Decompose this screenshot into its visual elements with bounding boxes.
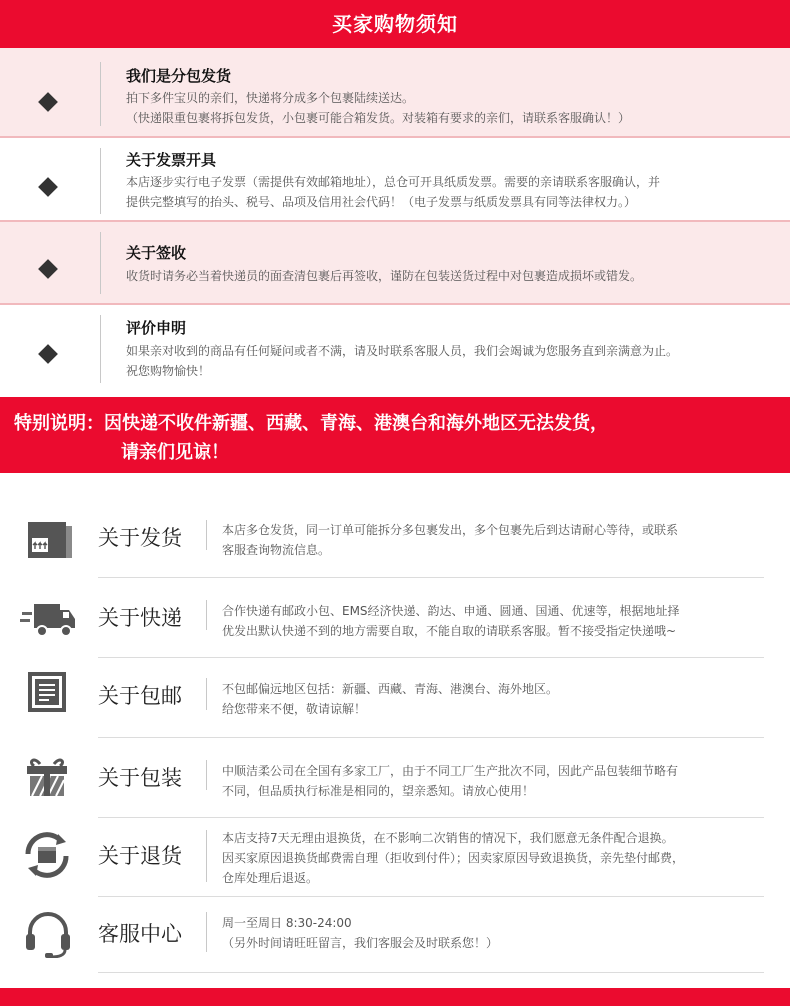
headset-icon [20,908,76,958]
diamond-bullet-icon [38,92,58,112]
notice-title: 关于发票开具 [126,151,217,169]
row-line: （另外时间请旺旺留言，我们客服会及时联系您！） [222,936,499,950]
notice-line: （快递限重包裹将拆包发货，小包裹可能合箱发货。对装箱有要求的亲们，请联系客服确认！） [126,111,631,125]
row-line: 因买家原因退换货邮费需自理（拒收到付件）；因卖家原因导致退换货，亲先垫付邮费， [222,851,685,865]
notice-line: 祝您购物愉快！ [126,364,211,378]
row-separator [98,896,764,897]
row-line: 本店支持7天无理由退换货，在不影响二次销售的情况下，我们愿意无条件配合退换。 [222,831,674,845]
divider [206,830,207,882]
special-notice-line: 请亲们见谅！ [121,442,229,463]
notice-line: 收货时请务必当着快递员的面查清包裹后再签收，谨防在包装送货过程中对包裹造成损坏或错发。 [126,269,643,283]
row-label: 关于包装 [98,766,182,790]
row-text [222,913,770,953]
bottom-bar [0,988,790,1006]
gift-icon [20,754,76,798]
notice-title: 评价申明 [126,319,187,337]
info-row-returns [0,824,790,894]
row-text [222,761,770,801]
row-label: 客服中心 [98,922,182,946]
row-text [222,520,770,560]
divider [206,678,207,710]
notice-line: 提供完整填写的抬头、税号、品项及信用社会代码！（电子发票与纸质发票具有同等法律权力。） [126,195,637,209]
divider [206,520,207,550]
row-separator [98,657,764,658]
row-text [222,679,770,719]
notice-title: 关于签收 [126,244,187,262]
row-line: 周一至周日 8:30-24:00 [222,916,352,930]
row-line: 不同，但品质执行标准是相同的，望亲悉知。请放心使用！ [222,784,535,798]
notice-line: 本店逐步实行电子发票（需提供有效邮箱地址），总仓可开具纸质发票。需要的亲请联系客服确认，并 [126,175,661,189]
divider [100,62,101,126]
notice-line: 如果亲对收到的商品有任何疑问或者不满，请及时联系客服人员，我们会竭诚为您服务直到亲满意为止。 [126,344,679,358]
notice-split-shipping [0,48,790,136]
notice-invoice [0,138,790,220]
row-label: 关于包邮 [98,684,182,708]
row-line: 本店多仓发货，同一订单可能拆分多包裹发出，多个包裹先后到达请耐心等待，或联系 [222,523,679,537]
notice-body [126,341,766,381]
special-notice-line: 特别说明：因快递不收件新疆、西藏、青海、港澳台和海外地区无法发货， [14,413,608,434]
stamp-icon [20,670,76,714]
divider [100,232,101,294]
diamond-bullet-icon [38,177,58,197]
notice-body [126,88,766,128]
row-line: 优发出默认快递不到的地方需要自取，不能自取的请联系客服。暂不接受指定快递哦~ [222,624,677,638]
info-row-express [0,590,790,652]
notice-review [0,305,790,393]
row-separator [98,577,764,578]
truck-icon [20,598,76,642]
divider [206,600,207,630]
divider [100,148,101,214]
row-line: 不包邮偏远地区包括：新疆、西藏、青海、港澳台、海外地区。 [222,682,559,696]
divider [100,315,101,383]
special-notice-banner [0,397,790,473]
row-line: 客服查询物流信息。 [222,543,331,557]
row-text [222,601,770,641]
notice-body [126,172,766,212]
diamond-bullet-icon [38,259,58,279]
row-line: 仓库处理后退返。 [222,871,319,885]
notice-line: 拍下多件宝贝的亲们，快递将分成多个包裹陆续送达。 [126,91,415,105]
notice-body [126,266,766,286]
info-row-customer-service [0,904,790,974]
row-text [222,828,770,888]
divider [206,912,207,952]
info-row-shipping [0,512,790,572]
row-label: 关于快递 [98,606,182,630]
page-title: 买家购物须知 [0,0,790,48]
box-icon [20,518,76,562]
row-line: 给您带来不便，敬请谅解！ [222,702,367,716]
row-label: 关于退货 [98,844,182,868]
return-icon [20,830,76,880]
divider [206,760,207,790]
notice-signing [0,222,790,303]
row-line: 合作快递有邮政小包、EMS经济快递、韵达、申通、圆通、国通、优速等，根据地址择 [222,604,680,618]
row-separator [98,972,764,973]
notice-title: 我们是分包发货 [126,67,232,85]
diamond-bullet-icon [38,344,58,364]
info-row-free-shipping [0,670,790,732]
row-line: 中顺洁柔公司在全国有多家工厂，由于不同工厂生产批次不同，因此产品包装细节略有 [222,764,679,778]
row-separator [98,817,764,818]
info-row-packaging [0,750,790,812]
row-label: 关于发货 [98,526,182,550]
row-separator [98,737,764,738]
